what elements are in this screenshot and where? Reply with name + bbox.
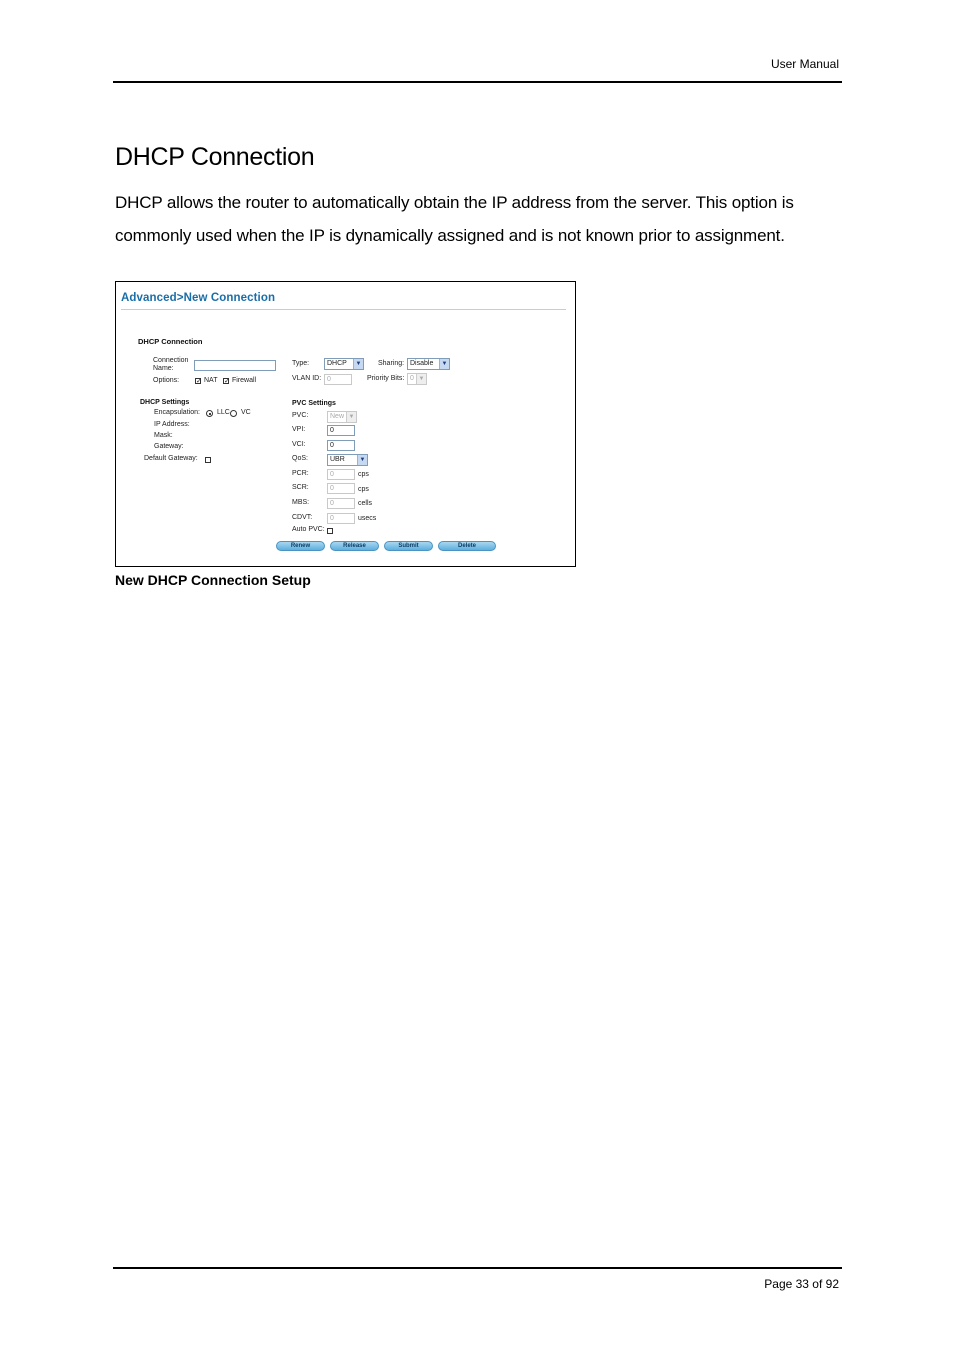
mask-label: Mask:: [154, 432, 173, 439]
connection-name-input[interactable]: [194, 360, 276, 371]
pcr-unit: cps: [358, 471, 369, 478]
chevron-down-icon: ▼: [346, 412, 356, 422]
vpi-label: VPI:: [292, 426, 306, 433]
vpi-input[interactable]: [327, 425, 355, 436]
cdvt-value: 0: [330, 515, 334, 522]
pcr-value: 0: [330, 471, 334, 478]
connection-name-label-2: Name:: [153, 365, 174, 372]
running-header: User Manual: [770, 57, 839, 71]
qos-select[interactable]: [327, 454, 368, 466]
priority-bits-select[interactable]: [407, 373, 427, 385]
sharing-select[interactable]: [407, 358, 450, 370]
vci-input[interactable]: [327, 440, 355, 451]
nat-label: NAT: [204, 377, 218, 384]
vlan-id-input[interactable]: [324, 374, 352, 385]
connection-heading: DHCP Connection: [138, 337, 203, 346]
breadcrumb: Advanced>New Connection: [121, 292, 276, 304]
vci-value: 0: [330, 442, 334, 449]
figure-caption: New DHCP Connection Setup: [115, 572, 311, 588]
cdvt-input[interactable]: [327, 513, 355, 524]
vc-label: VC: [241, 409, 251, 416]
encapsulation-label: Encapsulation:: [154, 409, 200, 416]
submit-button[interactable]: Submit: [384, 541, 433, 551]
auto-pvc-checkbox[interactable]: [327, 528, 333, 534]
sharing-value: Disable: [410, 360, 434, 367]
auto-pvc-label: Auto PVC:: [292, 526, 325, 533]
priority-bits-value: 0: [410, 375, 414, 382]
scr-input[interactable]: [327, 483, 355, 494]
scr-label: SCR:: [292, 484, 309, 491]
dhcp-settings-heading: DHCP Settings: [140, 399, 190, 406]
connection-name-label: Connection: [153, 357, 189, 364]
pvc-select[interactable]: [327, 411, 357, 423]
sharing-label: Sharing:: [378, 360, 405, 367]
nat-checkbox[interactable]: ✓: [196, 378, 202, 385]
cdvt-label: CDVT:: [292, 514, 313, 521]
scr-unit: cps: [358, 486, 369, 493]
llc-radio[interactable]: [206, 410, 213, 417]
breadcrumb-divider: [121, 309, 566, 310]
vc-radio[interactable]: [230, 410, 237, 417]
renew-button[interactable]: Renew: [276, 541, 325, 551]
header-rule: [113, 81, 842, 83]
qos-value: UBR: [330, 456, 345, 463]
default-gateway-checkbox[interactable]: [205, 457, 211, 463]
options-label: Options:: [153, 377, 180, 384]
pvc-settings-heading: PVC Settings: [292, 400, 336, 407]
default-gateway-label: Default Gateway:: [144, 455, 198, 462]
pcr-input[interactable]: [327, 469, 355, 480]
type-value: DHCP: [327, 360, 347, 367]
cdvt-unit: usecs: [358, 515, 377, 522]
firewall-label: Firewall: [232, 377, 257, 384]
qos-label: QoS:: [292, 455, 308, 462]
vlan-id-value: 0: [327, 376, 331, 383]
chevron-down-icon: ▼: [416, 374, 426, 384]
dhcp-connection-screenshot: [115, 281, 576, 567]
firewall-checkbox[interactable]: ✓: [224, 378, 230, 385]
vci-label: VCI:: [292, 441, 306, 448]
chevron-down-icon: ▼: [357, 455, 367, 465]
gateway-label: Gateway:: [154, 443, 184, 450]
pcr-label: PCR:: [292, 470, 309, 477]
mbs-input[interactable]: [327, 498, 355, 509]
scr-value: 0: [330, 485, 334, 492]
mbs-unit: cells: [358, 500, 373, 507]
section-title: DHCP Connection: [115, 143, 315, 171]
page-number: Page 33 of 92: [764, 1277, 839, 1291]
section-body: DHCP allows the router to automatically obtain the IP address from the server. This option is commonly used when the IP is dynamically assigned and is not known prior to assignment.: [115, 193, 794, 245]
footer-rule: [113, 1267, 842, 1269]
mbs-value: 0: [330, 500, 334, 507]
pvc-label: PVC:: [292, 412, 309, 419]
type-select[interactable]: [324, 358, 364, 370]
delete-button[interactable]: Delete: [438, 541, 496, 551]
type-label: Type:: [292, 360, 310, 367]
release-button[interactable]: Release: [330, 541, 379, 551]
chevron-down-icon: ▼: [439, 359, 449, 369]
priority-bits-label: Priority Bits:: [367, 375, 405, 382]
pvc-value: New: [330, 413, 345, 420]
chevron-down-icon: ▼: [353, 359, 363, 369]
mbs-label: MBS:: [292, 499, 310, 506]
vlan-id-label: VLAN ID:: [292, 375, 322, 382]
llc-label: LLC: [217, 409, 230, 416]
vpi-value: 0: [330, 427, 334, 434]
ip-address-label: IP Address:: [154, 421, 190, 428]
